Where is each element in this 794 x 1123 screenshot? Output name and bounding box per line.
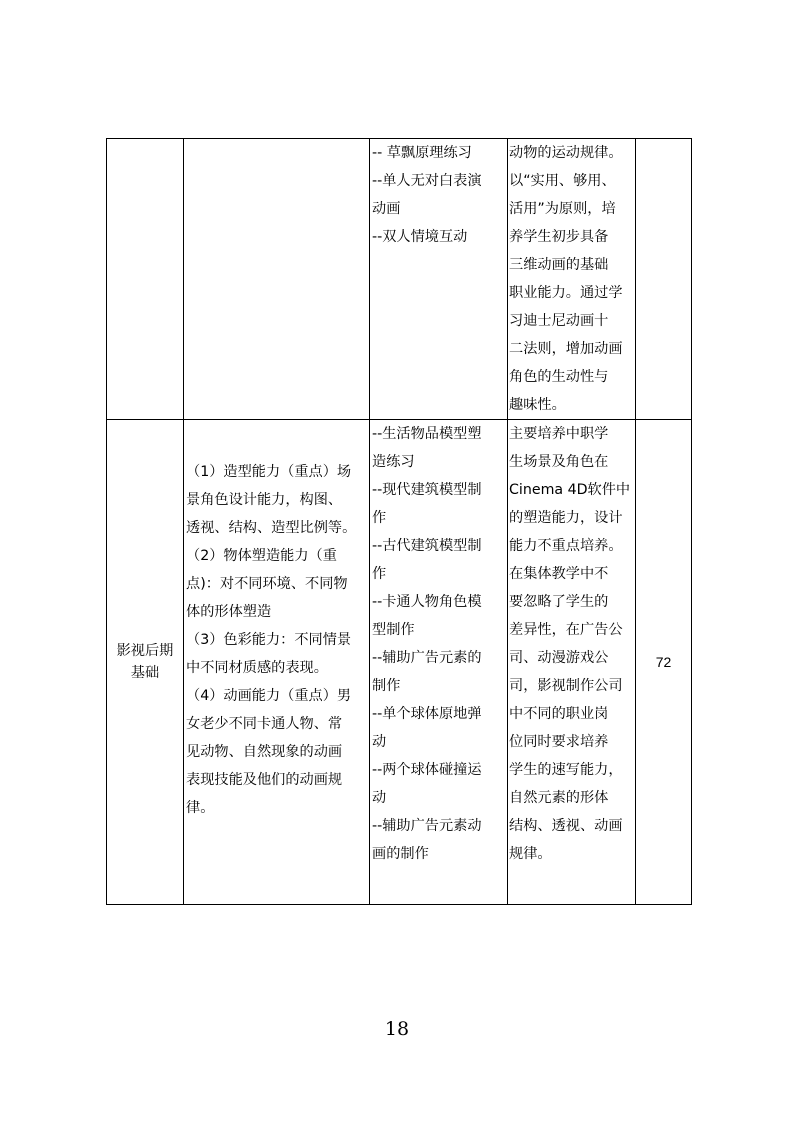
objective-line: （4）动画能力（重点）男 [186, 688, 352, 704]
project-line: --辅助广告元素的 [372, 650, 482, 666]
project-line: 画的制作 [372, 846, 429, 862]
objective-line: （3）色彩能力：不同情景 [186, 632, 352, 648]
project-line: --卡通人物角色模 [372, 594, 482, 610]
requirement-line: 以“实用、够用、 [509, 173, 616, 189]
projects-cell [370, 139, 508, 420]
requirement-line: 结构、透视、动画 [509, 818, 623, 834]
project-line: 制作 [372, 678, 401, 694]
projects-cell [370, 420, 508, 905]
project-line: 作 [372, 510, 387, 526]
requirement-line: Cinema 4D软件中 [509, 482, 631, 498]
requirement-line: 动物的运动规律。 [509, 145, 623, 161]
project-line: --现代建筑模型制 [372, 482, 482, 498]
requirement-line: 主要培养中职学 [509, 426, 609, 442]
requirement-line: 职业能力。通过学 [509, 285, 623, 301]
project-line: 作 [372, 566, 387, 582]
requirement-line: 活用”为原则，培 [509, 201, 616, 217]
objective-line: 体的形体塑造 [186, 604, 272, 620]
syllabus-table [106, 138, 692, 905]
table-row [107, 420, 692, 905]
requirement-line: 二法则，增加动画 [509, 341, 623, 357]
project-line: --辅助广告元素动 [372, 818, 482, 834]
requirement-line: 角色的生动性与 [509, 369, 609, 385]
requirement-line: 习迪士尼动画十 [509, 313, 609, 329]
objective-line: 女老少不同卡通人物、常 [186, 716, 343, 732]
requirement-line: 的塑造能力，设计 [509, 510, 623, 526]
hours-cell: 72 [636, 420, 692, 905]
objectives-cell [184, 420, 370, 905]
requirements-cell [508, 139, 636, 420]
requirement-line: 司、动漫游戏公 [509, 650, 609, 666]
requirement-line: 规律。 [509, 846, 552, 862]
project-line: --双人情境互动 [372, 229, 468, 245]
table-row [107, 139, 692, 420]
project-line: 动 [372, 734, 387, 750]
objective-line: 透视、结构、造型比例等。 [186, 520, 357, 536]
objective-line: （2）物体塑造能力（重 [186, 548, 337, 564]
objective-line: 见动物、自然现象的动画 [186, 744, 343, 760]
project-line: -- 草飘原理练习 [372, 145, 472, 161]
requirements-cell [508, 420, 636, 905]
project-line: --两个球体碰撞运 [372, 762, 482, 778]
requirement-line: 趣味性。 [509, 397, 566, 413]
hours-cell [636, 139, 692, 420]
page-number: 18 [384, 1018, 410, 1040]
project-line: 型制作 [372, 622, 415, 638]
subject-name: 基础 [130, 665, 160, 681]
project-line: 动画 [372, 201, 401, 217]
project-line: --生活物品模型塑 [372, 426, 482, 442]
requirement-line: 位同时要求培养 [509, 734, 609, 750]
requirement-line: 中不同的职业岗 [509, 706, 609, 722]
requirement-line: 养学生初步具备 [509, 229, 609, 245]
requirement-line: 要忽略了学生的 [509, 594, 609, 610]
objective-line: 律。 [186, 800, 215, 816]
requirement-line: 司，影视制作公司 [509, 678, 623, 694]
project-line: 动 [372, 790, 387, 806]
objective-line: 中不同材质感的表现。 [186, 660, 328, 676]
objective-line: 表现技能及他们的动画规 [186, 772, 343, 788]
requirement-line: 自然元素的形体 [509, 790, 609, 806]
requirement-line: 生场景及角色在 [509, 454, 609, 470]
objectives-cell [184, 139, 370, 420]
subject-cell [107, 139, 184, 420]
requirement-line: 在集体教学中不 [509, 566, 609, 582]
requirement-line: 三维动画的基础 [509, 257, 609, 273]
objective-line: 点)：对不同环境、不同物 [186, 576, 348, 592]
project-line: 造练习 [372, 454, 415, 470]
requirement-line: 学生的速写能力， [509, 762, 623, 778]
objective-line: 景角色设计能力，构图、 [186, 492, 343, 508]
requirement-line: 能力不重点培养。 [509, 538, 623, 554]
objective-line: （1）造型能力（重点）场 [186, 464, 352, 480]
requirement-line: 差异性，在广告公 [509, 622, 623, 638]
project-line: --单人无对白表演 [372, 173, 482, 189]
subject-name: 影视后期 [116, 643, 174, 659]
project-line: --单个球体原地弹 [372, 706, 482, 722]
subject-cell [107, 420, 184, 905]
project-line: --古代建筑模型制 [372, 538, 482, 554]
